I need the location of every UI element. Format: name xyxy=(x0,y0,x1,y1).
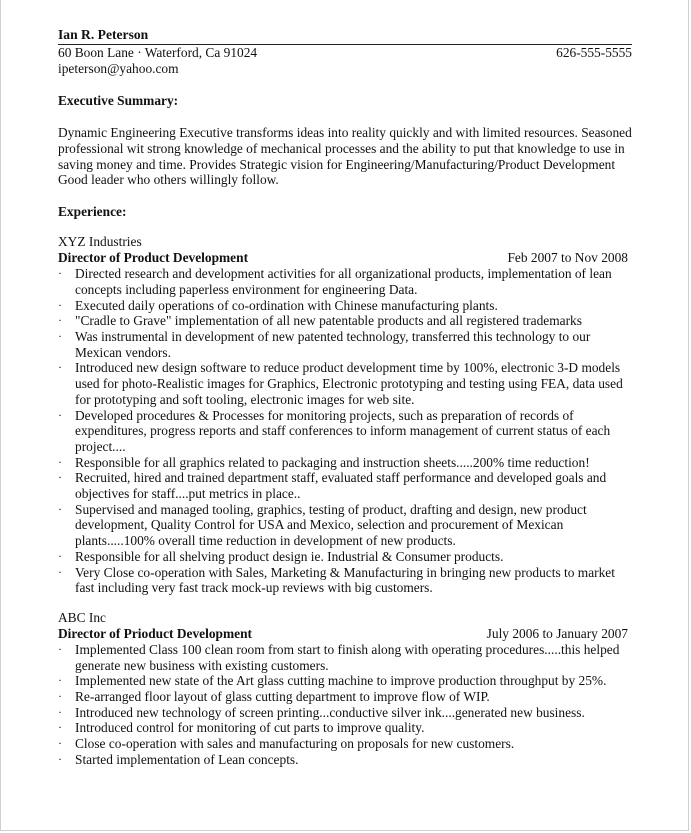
list-item xyxy=(58,502,632,549)
list-item xyxy=(58,689,632,705)
bullet-text: Started implementation of Lean concepts. xyxy=(75,751,299,767)
bullet-dot-icon: · xyxy=(58,564,62,579)
bullet-dot-icon: · xyxy=(58,329,62,343)
job-section xyxy=(58,610,632,768)
bullet-text: Responsible for all shelving product design ie. Industrial & Consumer products. xyxy=(75,548,504,564)
list-item xyxy=(58,736,632,752)
bullet-dot-icon: · xyxy=(58,704,62,719)
job-bullet-list xyxy=(58,266,632,596)
bullet-text: Re-arranged floor layout of glass cutting department to improve flow of WIP. xyxy=(75,689,490,705)
bullet-text: Developed procedures & Processes for monitoring projects, such as preparation of records of expenditures, progress reports and staff conferences to inform management of current status of each project.... xyxy=(75,407,611,454)
bullet-dot-icon: · xyxy=(58,407,62,422)
bullet-dot-icon: · xyxy=(58,266,62,281)
list-item xyxy=(58,720,632,736)
bullet-text: Close co-operation with sales and manufacturing on proposals for new customers. xyxy=(75,736,515,752)
bullet-text: Introduced control for monitoring of cut parts to improve quality. xyxy=(75,720,425,736)
bullet-dot-icon: · xyxy=(58,689,62,704)
bullet-text: Introduced new design software to reduce product development time by 100%, electronic 3-D models used for photo-Realistic images for Graphics, Electronic prototyping and testing using FEA, data used for prototyping and soft tooling, electronic images for web site. xyxy=(75,360,623,407)
job-title-row xyxy=(58,250,632,266)
job-section xyxy=(58,234,632,596)
list-item xyxy=(58,408,632,455)
bullet-text: Implemented new state of the Art glass cutting machine to improve production throughput by 25%. xyxy=(75,673,607,689)
list-item xyxy=(58,455,632,471)
email: ipeterson@yahoo.com xyxy=(58,61,179,76)
candidate-name: Ian R. Peterson xyxy=(58,27,149,42)
list-item xyxy=(58,329,632,360)
bullet-text: "Cradle to Grave" implementation of all new patentable products and all registered trademarks xyxy=(75,313,582,329)
list-item xyxy=(58,470,632,501)
resume-content xyxy=(58,27,632,768)
bullet-text: Very Close co-operation with Sales, Marketing & Manufacturing in bringing new products to market fast including very fast track mock-up reviews with big customers. xyxy=(75,564,615,596)
job-title: Director of Prioduct Development xyxy=(58,625,252,641)
experience-heading: Experience: xyxy=(58,204,127,220)
bullet-dot-icon: · xyxy=(58,751,62,766)
bullet-text: Supervised and managed tooling, graphics, testing of product, drafting and design, new product development, Quality Control for USA and Mexico, selection and procurement of Mexican plants.....100% overall time reduction in development of new products. xyxy=(75,501,587,549)
company-name: XYZ Industries xyxy=(58,234,142,250)
bullet-dot-icon: · xyxy=(58,720,62,735)
experience-list xyxy=(58,234,632,767)
job-title-row xyxy=(58,626,632,642)
bullet-dot-icon: · xyxy=(58,313,62,328)
bullet-dot-icon: · xyxy=(58,501,62,516)
bullet-dot-icon: · xyxy=(58,641,62,656)
list-item xyxy=(58,752,632,768)
bullet-text: Directed research and development activities for all organizational products, implementation of lean concepts including paperless environment for engineering Data. xyxy=(75,266,612,297)
job-spacer xyxy=(58,596,632,610)
list-item xyxy=(58,266,632,297)
bullet-text: Executed daily operations of co-ordination with Chinese manufacturing plants. xyxy=(75,297,498,313)
bullet-dot-icon: · xyxy=(58,736,62,751)
bullet-dot-icon: · xyxy=(58,360,62,375)
list-item xyxy=(58,673,632,689)
contact-row xyxy=(58,45,632,61)
job-dates: Feb 2007 to Nov 2008 xyxy=(507,250,628,266)
list-item xyxy=(58,642,632,673)
list-item xyxy=(58,360,632,407)
bullet-text: Recruited, hired and trained department staff, evaluated staff performance and developed goals and objectives for staff....put metrics in place.. xyxy=(75,470,607,502)
bullet-dot-icon: · xyxy=(58,470,62,485)
bullet-dot-icon: · xyxy=(58,548,62,563)
phone: 626-555-5555 xyxy=(556,45,632,60)
bullet-text: Implemented Class 100 clean room from start to finish along with operating procedures.....this helped generate new business with existing customers. xyxy=(75,641,620,673)
list-item xyxy=(58,313,632,329)
list-item xyxy=(58,705,632,721)
bullet-text: Was instrumental in development of new patented technology, transferred this technology to our Mexican vendors. xyxy=(75,329,591,360)
job-bullet-list xyxy=(58,642,632,768)
bullet-text: Responsible for all graphics related to packaging and instruction sheets.....200% time reduction! xyxy=(75,454,590,470)
summary-heading: Executive Summary: xyxy=(58,93,179,108)
company-name: ABC Inc xyxy=(58,609,106,625)
list-item xyxy=(58,565,632,596)
job-dates: July 2006 to January 2007 xyxy=(486,625,628,641)
job-title: Director of Product Development xyxy=(58,250,249,266)
bullet-dot-icon: · xyxy=(58,454,62,469)
summary-text: Dynamic Engineering Executive transforms ideas into reality quickly and with limited resources. Seasoned professional wit strong knowledge of mechanical processes and the ability to put that knowledge to use in saving money and time. Provides Strategic vision for Engineering/Manufacturing/Product Development Good leader who others willingly follow. xyxy=(58,125,632,188)
bullet-text: Introduced new technology of screen printing...conductive silver ink....generated new business. xyxy=(75,704,585,720)
list-item xyxy=(58,298,632,314)
bullet-dot-icon: · xyxy=(58,297,62,312)
bullet-dot-icon: · xyxy=(58,673,62,688)
address: 60 Boon Lane · Waterford, Ca 91024 xyxy=(58,45,258,60)
list-item xyxy=(58,549,632,565)
